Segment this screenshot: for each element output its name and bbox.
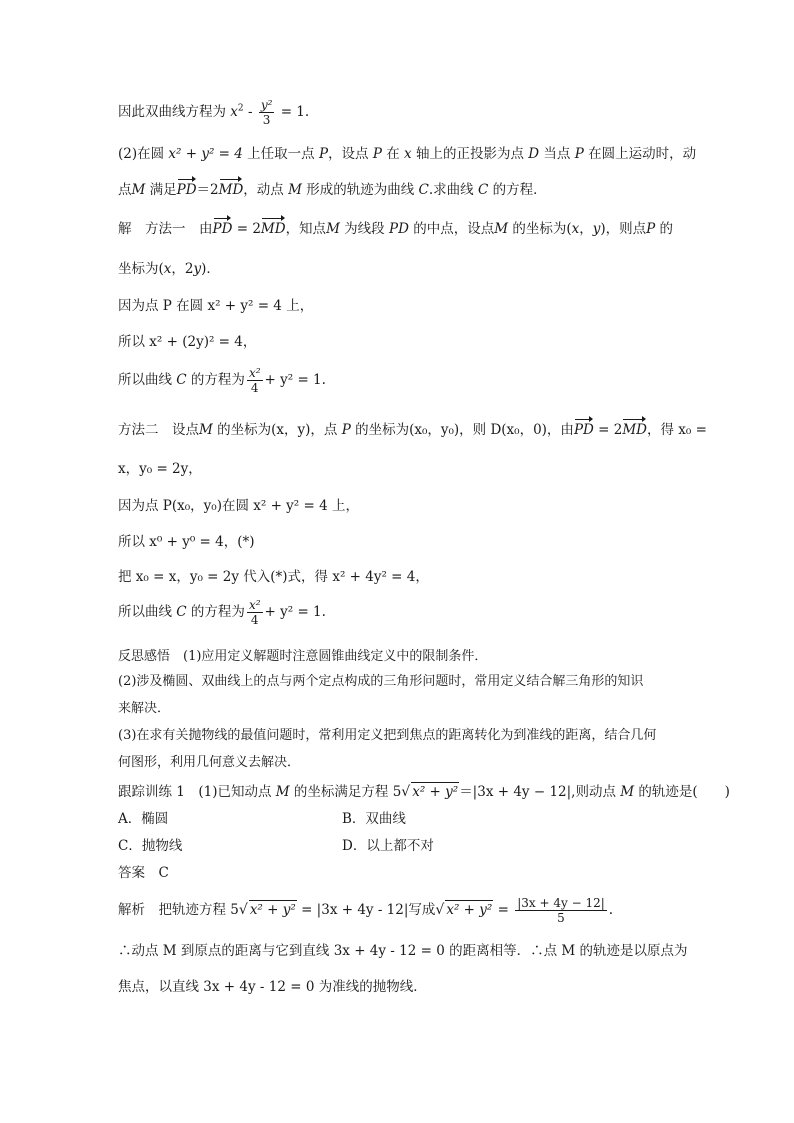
var: P (318, 146, 329, 162)
math: x² + y² = 4 (168, 146, 243, 162)
sqrt-icon: √ (435, 902, 445, 918)
var: D (528, 146, 540, 162)
var: M (199, 422, 213, 438)
text: .求曲线 (428, 182, 478, 198)
text: = 2 (593, 422, 623, 438)
text: ， (579, 221, 593, 237)
text: 的坐标为( (508, 221, 572, 237)
text: 轴上的正投影为点 (411, 146, 529, 162)
vector-pd: PD (573, 422, 594, 438)
text: 所以曲线 (118, 372, 177, 388)
reflection-line-2: (2)涉及椭圆、双曲线上的点与两个定点构成的三角形问题时，常用定义结合解三角形的知识 (118, 674, 644, 689)
var: x (230, 104, 238, 120)
text: 形成的轨迹为曲线 (301, 182, 419, 198)
sqrt-content: x² + y² (412, 784, 459, 800)
fraction (259, 98, 275, 127)
var: M (620, 784, 635, 800)
numerator: |3x + 4y − 12| (517, 896, 605, 910)
var: C (176, 372, 187, 388)
var: P (646, 221, 656, 237)
solution-result-1 (118, 366, 326, 395)
var: M (288, 182, 302, 198)
solution-line-13: 把 x₀ = x，y₀ = 2y 代入(*)式，得 x² + 4y² = 4， (118, 569, 429, 585)
var: C (176, 604, 187, 620)
solution-result-2 (118, 598, 326, 627)
fraction (515, 896, 607, 925)
var: M (326, 221, 340, 237)
numerator: x² (248, 366, 261, 380)
question-2-line-1 (118, 145, 696, 163)
var: M (131, 182, 146, 198)
numerator: x² (248, 598, 261, 612)
exercise-question (118, 782, 730, 801)
reflection-line-5: 何图形，利用几何意义去解决． (118, 755, 301, 770)
text: )，则点 (600, 221, 647, 237)
text: ＝|3x + 4y − 12|,则动点 (459, 784, 621, 800)
reflection-line-1: 反思感悟 (1)应用定义解题时注意圆锥曲线定义中的限制条件． (118, 649, 488, 664)
var: x (571, 221, 580, 237)
text: + y² = 1. (264, 372, 326, 388)
text: + y² = 1. (264, 604, 326, 620)
text: ，动点 (243, 182, 289, 198)
conclusion-line-2: 焦点，以直线 3x + 4y - 12 = 0 为准线的抛物线． (118, 979, 427, 995)
text: = |3x + 4y - 12|写成 (296, 902, 436, 918)
solution-method-1-line-2 (118, 260, 220, 278)
text: 的坐标为(x₀，y₀)，则 D(x₀，0)，由 (350, 422, 574, 438)
text: 的坐标为(x，y)，点 (212, 422, 342, 438)
conclusion-line-1: ∴动点 M 到原点的距离与它到直线 3x + 4y - 12 = 0 的距离相等．∴点 M 的轨迹是以原点为 (118, 943, 688, 959)
fraction (247, 366, 263, 395)
var: M (275, 784, 290, 800)
text: 的轨迹是( ) (634, 784, 730, 800)
var: M (494, 221, 509, 237)
var: PD (388, 221, 409, 237)
sqrt-content: x² + y² (249, 902, 296, 918)
text: = (493, 902, 514, 918)
text: 点 (118, 182, 132, 198)
denominator: 4 (250, 381, 259, 395)
text: 的方程为 (186, 372, 245, 388)
text: 上任取一点 (242, 146, 319, 162)
text: )． (201, 261, 220, 277)
solution-line-11: 因为点 P(x₀，y₀)在圆 x² + y² = 4 上， (118, 498, 359, 514)
text: 在圆上运动时，动 (583, 146, 697, 162)
text: 的方程为 (186, 604, 245, 620)
numerator: y² (260, 98, 273, 112)
text: ，知点 (285, 221, 327, 237)
text: 坐标为( (118, 261, 164, 277)
text: = 2 (232, 221, 261, 237)
vector-md: MD (218, 182, 244, 198)
option-c: C．抛物线 (118, 838, 183, 854)
text: ，2 (171, 261, 194, 277)
text: 当点 (539, 146, 575, 162)
text: ，设点 (328, 146, 373, 162)
option-a: A．椭圆 (118, 811, 169, 827)
text: 的方程． (488, 182, 547, 198)
answer-line: 答案 C (118, 865, 169, 881)
option-d: D．以上都不对 (342, 838, 434, 854)
text: 方法二 设点 (118, 422, 199, 438)
solution-method-2-line-1 (118, 421, 707, 439)
option-b: B．双曲线 (342, 811, 406, 827)
text: ＝2 (196, 182, 219, 198)
var: y (193, 261, 202, 277)
solution-method-1-line-1 (118, 220, 673, 238)
analysis-line (118, 896, 613, 925)
text: ，得 x₀ = (647, 422, 707, 438)
vector-pd: PD (212, 221, 233, 237)
solution-line-12: 所以 x⁰ + y⁰ = 4，(*) (118, 534, 255, 550)
reflection-line-3: 来解决． (118, 701, 171, 716)
text: (2)在圆 (118, 146, 169, 162)
question-2-line-2 (118, 181, 547, 199)
sqrt-icon: √ (401, 784, 411, 800)
vector-md: MD (260, 221, 286, 237)
text: 为线段 (339, 221, 389, 237)
text: 跟踪训练 1 (1)已知动点 (118, 784, 276, 800)
solution-line-10: x，y₀ = 2y， (118, 461, 202, 477)
text: = 1. (276, 104, 310, 120)
sqrt-icon: √ (238, 902, 248, 918)
reflection-line-4: (3)在求有关抛物线的最值问题时，常利用定义把到焦点的距离转化为到准线的距离，结合几何 (118, 728, 657, 743)
var: P (341, 422, 351, 438)
text: - (243, 104, 257, 120)
var: C (418, 182, 429, 198)
text: 的中点，设点 (408, 221, 495, 237)
var: x (163, 261, 172, 277)
denominator: 5 (557, 911, 565, 925)
sup: 2 (237, 103, 244, 114)
text: . (608, 902, 614, 918)
text: 解析 把轨迹方程 5 (118, 902, 239, 918)
text: 解 方法一 由 (118, 221, 213, 237)
solution-line-6: 因为点 P 在圆 x² + y² = 4 上， (118, 298, 314, 314)
var: y (592, 221, 601, 237)
var: C (477, 182, 489, 198)
vector-pd: PD (176, 182, 197, 198)
text: 的坐标满足方程 5 (289, 784, 402, 800)
vector-md: MD (622, 422, 647, 438)
denominator: 4 (250, 613, 259, 627)
hyperbola-equation-line (118, 98, 309, 127)
text: 在 (381, 146, 405, 162)
var: P (372, 146, 382, 162)
var: P (574, 146, 584, 162)
text: 所以曲线 (118, 604, 177, 620)
sqrt-content: x² + y² (446, 902, 493, 918)
var: x (404, 146, 412, 162)
text: 的 (655, 221, 674, 237)
fraction (247, 598, 263, 627)
text: 满足 (145, 182, 177, 198)
text: 因此双曲线方程为 (118, 104, 231, 120)
solution-line-7: 所以 x² + (2y)² = 4， (118, 334, 257, 350)
denominator: 3 (262, 113, 271, 127)
